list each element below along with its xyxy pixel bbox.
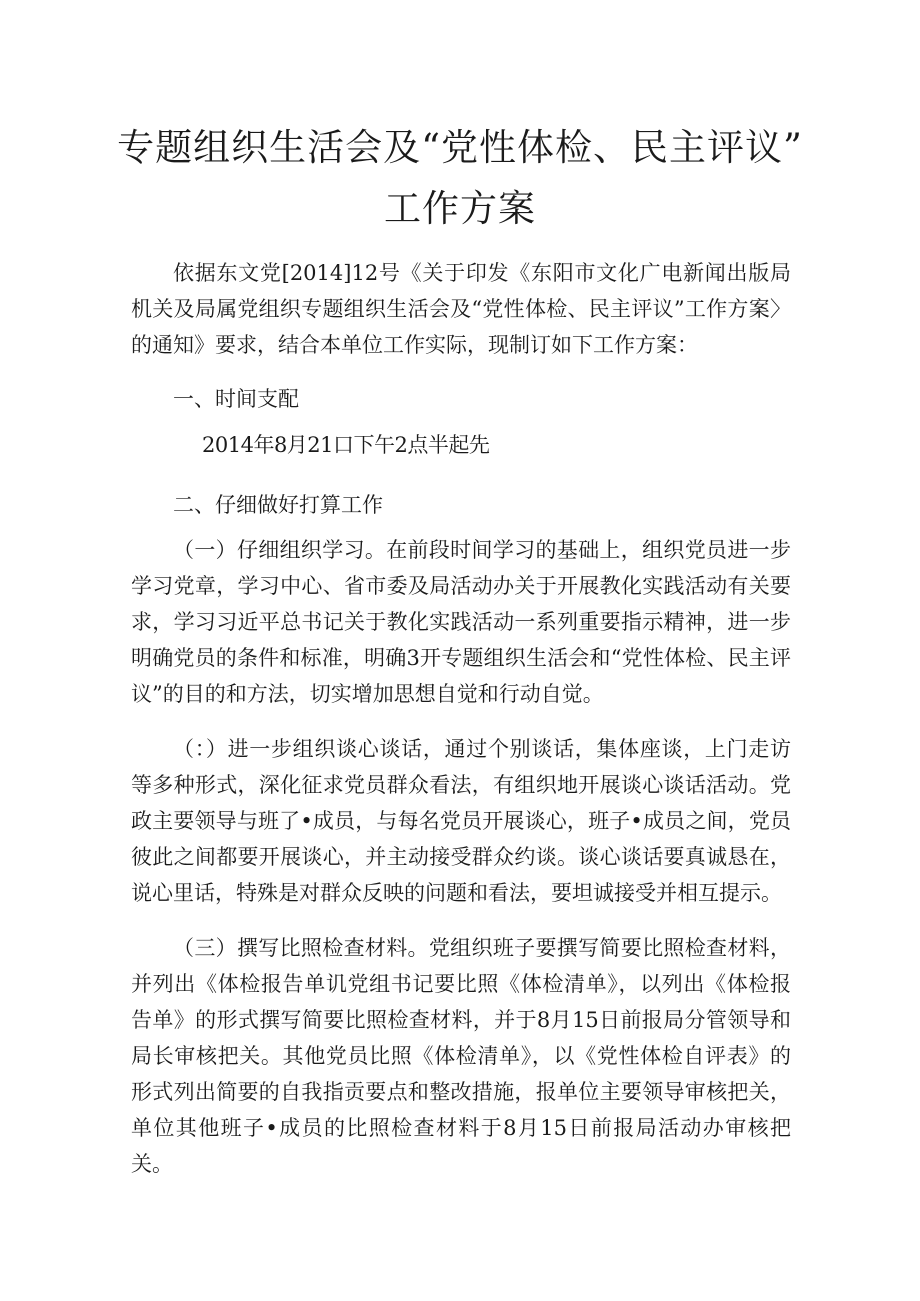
- item1-paragraph: （一）仔细组织学习。在前段时间学习的基础上，组织党员进一步学习党章，学习中心、省市委及局活动办关于开展教化实践活动有关要求，学习习近平总书记关于教化实践活动一系列重要指示精神，进一步明确党员的条件和标准，明确3开专题组织生活会和“党性体检、民主评议”的目的和方法，切实增加思想自觉和行动自觉。: [131, 538, 791, 706]
- section1-heading: 一、时间支配: [173, 387, 299, 411]
- section1-time: 2014年8月21口下午2点半起先: [202, 433, 490, 457]
- intro-paragraph: 依据东文党[2014]12号《关于印发《东阳市文化广电新闻出版局机关及局属党组织专题组织生活会及“党性体检、民主评议”工作方案〉的通知》要求，结合本单位工作实际，现制订如下工作方案：: [131, 261, 791, 357]
- document-title-line1: 专题组织生活会及“党性体检、民主评议”: [117, 126, 803, 169]
- item3-paragraph: （三）撰写比照检查材料。党组织班子要撰写简要比照检查材料，并列出《体检报告单讥党组书记要比照《体检清单》，以列出《体检报告单》的形式撰写简要比照检查材料，并于8月15日前报局分管领导和局长审核把关。其他党员比照《体检清单》，以《党性体检自评表》的形式列出简要的自我指贡要点和整改措施，报单位主要领导审核把关，单位其他班子•成员的比照检查材料于8月15日前报局活动办审核把关。: [131, 936, 791, 1176]
- document-title-line2: 工作方案: [384, 187, 536, 230]
- item2-paragraph: （：）进一步组织谈心谈话，通过个别谈话，集体座谈，上门走访等多种形式，深化征求党员群众看法，有组织地开展谈心谈话活动。党政主要领导与班了•成员，与每名党员开展谈心，班子•成员之间，党员彼此之间都要开展谈心，并主动接受群众约谈。谈心谈话要真诚恳在，说心里话，特殊是对群众反映的问题和看法，要坦诚接受并相互提示。: [131, 737, 791, 905]
- section2-heading: 二、仔细做好打算工作: [173, 493, 383, 517]
